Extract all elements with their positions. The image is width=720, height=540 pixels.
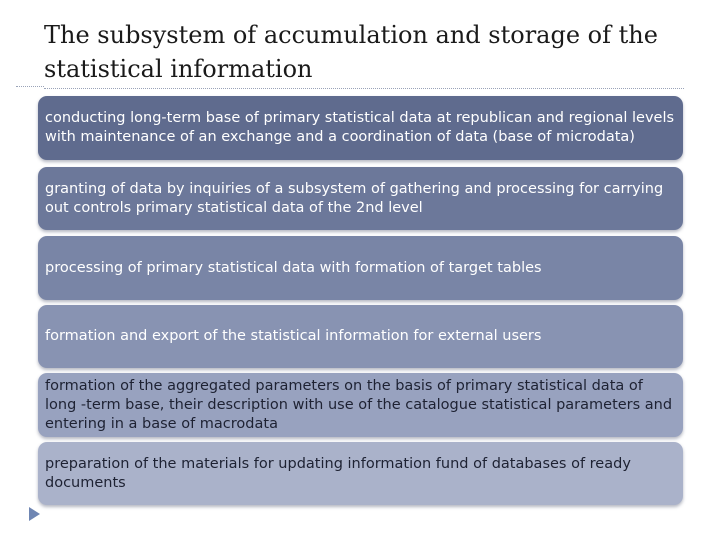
triangle-bullet-icon	[29, 507, 40, 521]
process-block-1-text: conducting long-term base of primary statistical data at republican and regional levels with maintenance of an exchange and a coordination of data (base of microdata)	[45, 110, 675, 145]
process-block-3-text: processing of primary statistical data with formation of target tables	[45, 259, 542, 276]
process-block-2	[38, 167, 683, 230]
process-block-2-text: granting of data by inquiries of a subsystem of gathering and processing for carrying out controls primary statistical data of the 2nd level	[45, 180, 664, 216]
process-block-6	[38, 442, 683, 505]
process-block-4-text: formation and export of the statistical information for external users	[45, 328, 542, 344]
process-block-5-text: formation of the aggregated parameters on the basis of primary statistical data of long -term base, their description with use of the catalogue statistical parameters and entering in a base of macrodata	[45, 377, 673, 432]
process-block-4	[38, 305, 683, 368]
process-block-3	[38, 236, 683, 300]
title-accent-rule	[16, 86, 44, 87]
slide-title: The subsystem of accumulation and storage of the statistical information	[44, 21, 658, 83]
title-divider	[44, 88, 684, 89]
process-block-5	[38, 373, 683, 437]
process-block-6-text: preparation of the materials for updating information fund of databases of ready documents	[45, 455, 631, 491]
process-block-1	[38, 96, 683, 160]
